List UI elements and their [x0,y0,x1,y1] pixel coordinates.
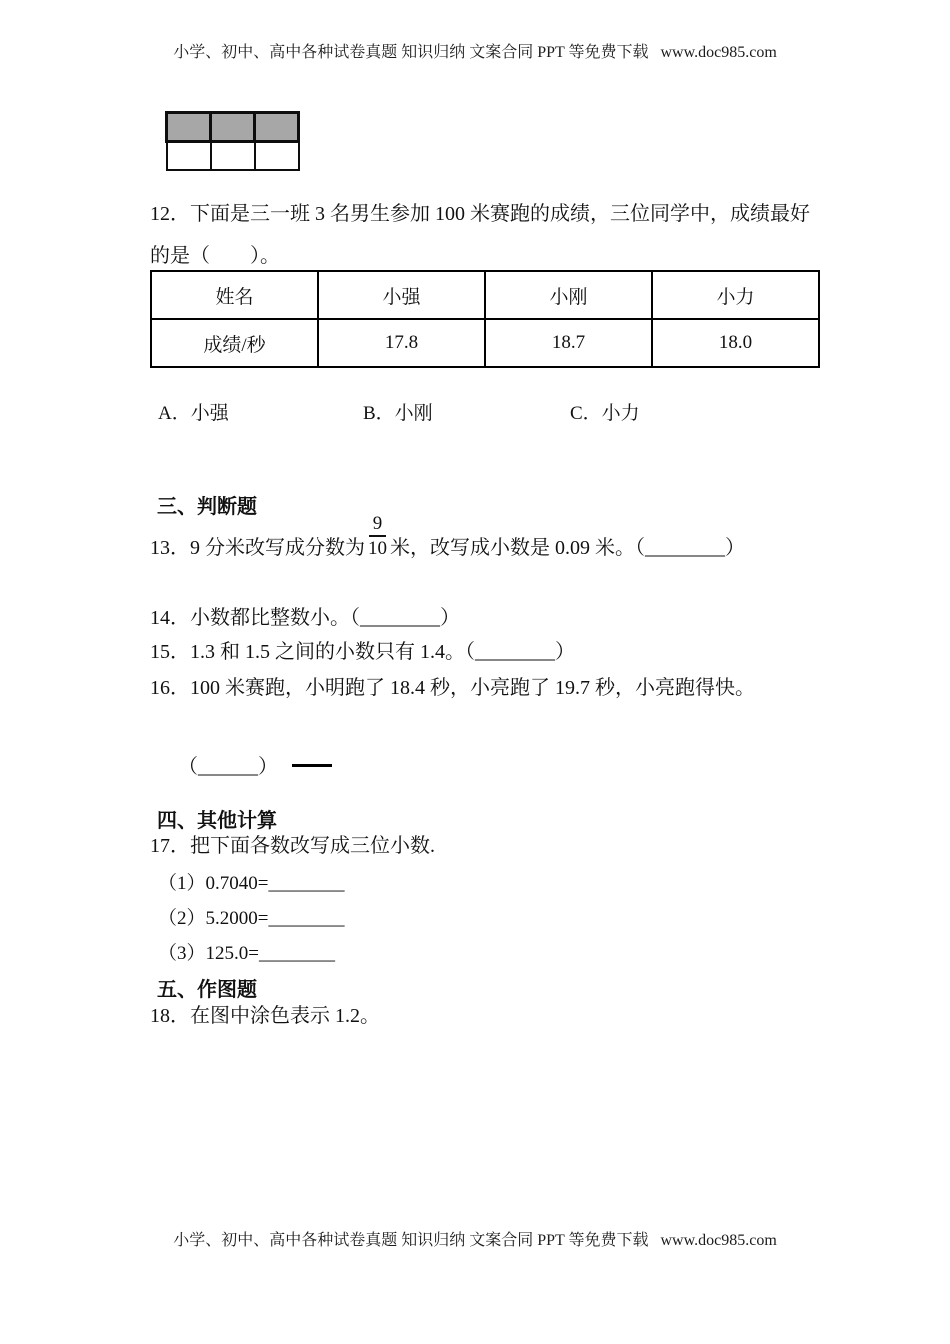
table-header-cell: 小刚 [485,271,652,319]
question-17-item-3: （3）125.0=________ [158,943,335,964]
table-cell: 成绩/秒 [151,319,318,367]
shading-grid-row-shaded [167,113,299,142]
question-17-item-1: （1）0.7040=________ [158,873,345,894]
question-13-prefix: 13．9 分米改写成分数为 [150,537,365,559]
option-a: A．小强 [158,403,229,424]
page-footer-text: 小学、初中、高中各种试卷真题 知识归纳 文案合同 PPT 等免费下载 www.doc985.com [173,1232,777,1249]
shading-grid-row-blank [167,142,299,171]
question-13-suffix: 米，改写成小数是 0.09 米。（________） [390,537,745,559]
question-12-text [150,193,830,277]
option-c: C．小力 [570,403,640,424]
question-16-answer-line [158,727,332,802]
shaded-cell [255,113,299,142]
answer-blank: （______） [178,756,278,778]
section-3-title: 三、判断题 [157,496,257,518]
horizontal-dash-mark [292,764,332,767]
table-cell: 18.7 [485,319,652,367]
table-cell: 17.8 [318,319,485,367]
fraction-numerator: 9 [369,512,387,537]
section-5-title: 五、作图题 [157,979,257,1001]
option-b: B．小刚 [363,403,433,424]
question-16-text: 16．100 米赛跑，小明跑了 18.4 秒，小亮跑了 19.7 秒，小亮跑得快。 [150,677,755,699]
question-18-text: 18．在图中涂色表示 1.2。 [150,1005,380,1027]
question-15-text: 15．1.3 和 1.5 之间的小数只有 1.4。（________） [150,641,575,663]
blank-cell [255,142,299,171]
question-12-options [0,398,950,424]
section-4-title: 四、其他计算 [157,810,277,832]
fraction-denominator: 10 [368,538,387,559]
question-14-text: 14．小数都比整数小。（________） [150,607,460,629]
shaded-cell [211,113,255,142]
blank-cell [211,142,255,171]
table-header-cell: 小强 [318,271,485,319]
blank-cell [167,142,211,171]
shading-grid-figure [165,111,300,171]
page-header-text: 小学、初中、高中各种试卷真题 知识归纳 文案合同 PPT 等免费下载 www.doc985.com [173,44,777,61]
question-12-line2: 的是（ ）。 [150,245,280,267]
table-cell: 18.0 [652,319,819,367]
question-17-text: 17．把下面各数改写成三位小数. [150,835,435,857]
table-row [151,319,819,367]
table-header-cell: 姓名 [151,271,318,319]
question-13-text [150,512,745,560]
table-header-cell: 小力 [652,271,819,319]
question-12-line1: 12．下面是三一班 3 名男生参加 100 米赛跑的成绩，三位同学中，成绩最好 [150,203,810,225]
fraction-nine-tenths [367,512,388,560]
question-12-score-table [150,270,820,368]
shaded-cell [167,113,211,142]
question-17-item-2: （2）5.2000=________ [158,908,345,929]
table-header-row [151,271,819,319]
